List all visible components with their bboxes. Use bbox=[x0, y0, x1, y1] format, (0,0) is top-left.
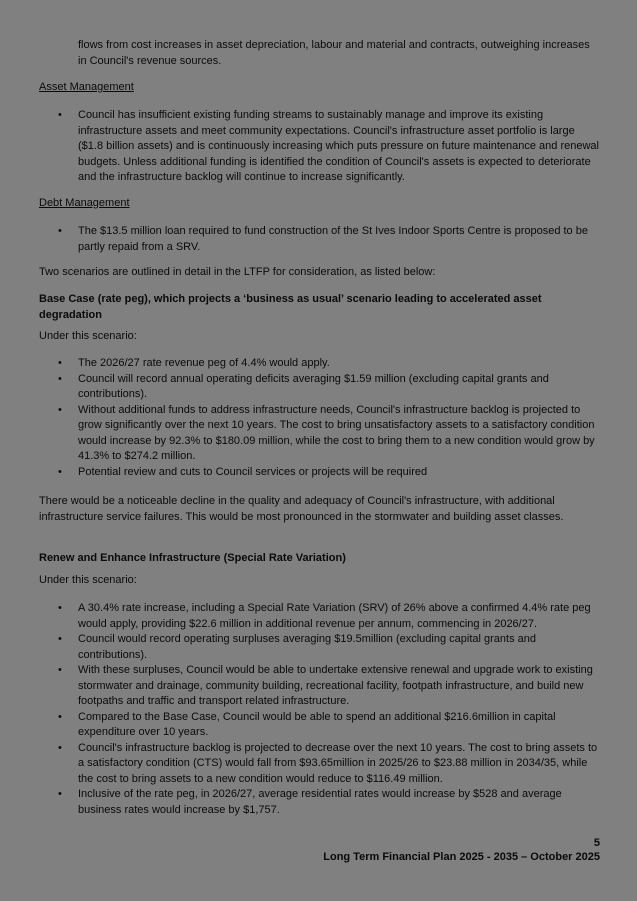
base-case-heading: Base Case (rate peg), which projects a ‘business as usual’ scenario leading to accelerated asset degradation bbox=[39, 293, 542, 321]
renew-case-lead: Under this scenario: bbox=[39, 574, 137, 586]
base-case-closing: There would be a noticeable decline in the quality and adequacy of Council's infrastructure, with additional infrastructure service failures. This would be most pronounced in the stormwater and building asset classes. bbox=[39, 495, 564, 523]
base-case-list bbox=[39, 356, 601, 480]
list-item: • Compared to the Base Case, Council would be able to spend an additional $216.6million in capital expenditure over 10 years. bbox=[39, 710, 601, 741]
renew-case-heading: Renew and Enhance Infrastructure (Special Rate Variation) bbox=[39, 552, 346, 564]
page-number: 5 bbox=[593, 837, 600, 849]
intro-continuation: flows from cost increases in asset depreciation, labour and material and contracts, outweighing increases in Council's revenue sources. bbox=[78, 39, 590, 67]
debt-management-heading: Debt Management bbox=[39, 197, 130, 209]
renew-case-list bbox=[39, 601, 601, 818]
list-item: • The $13.5 million loan required to fund construction of the St Ives Indoor Sports Centre is proposed to be partly repaid from a SRV. bbox=[39, 224, 601, 255]
list-item: • With these surpluses, Council would be able to undertake extensive renewal and upgrade work to existing stormwater and drainage, community building, recreational facility, footpath infrastructure, and build new footpaths and traffic and transport related infrastructure. bbox=[39, 663, 601, 710]
list-item: • Council's infrastructure backlog is projected to decrease over the next 10 years. The cost to bring assets to a satisfactory condition (CTS) would fall from $93.65million in 2025/26 to $23.88 million in 2034/35, while the cost to bring assets to a new condition would reduce to $116.49 million. bbox=[39, 741, 601, 788]
asset-management-list bbox=[39, 108, 601, 186]
scenarios-intro: Two scenarios are outlined in detail in the LTFP for consideration, as listed below: bbox=[39, 266, 436, 278]
list-item: • The 2026/27 rate revenue peg of 4.4% would apply. bbox=[39, 356, 601, 372]
list-item: • Council will record annual operating deficits averaging $1.59 million (excluding capital grants and contributions). bbox=[39, 372, 601, 403]
debt-management-list bbox=[39, 224, 601, 255]
list-item: • Inclusive of the rate peg, in 2026/27, average residential rates would increase by $528 and average business rates would increase by $1,757. bbox=[39, 787, 601, 818]
asset-management-heading: Asset Management bbox=[39, 81, 134, 93]
list-item: • Potential review and cuts to Council services or projects will be required bbox=[39, 465, 601, 481]
list-item: • Without additional funds to address infrastructure needs, Council's infrastructure backlog is projected to grow significantly over the next 10 years. The cost to bring unsatisfactory assets to a satisfactory condition would increase by 92.3% to $180.09 million, while the cost to bring them to a new condition would grow by 41.3% to $274.2 million. bbox=[39, 403, 601, 465]
list-item: • Council has insufficient existing funding streams to sustainably manage and improve its existing infrastructure assets and meet community expectations. Council's infrastructure asset portfolio is large ($1.8 billion assets) and is continuously increasing which puts pressure on future maintenance and renewal budgets. Unless additional funding is identified the condition of Council's assets is expected to deteriorate and the infrastructure backlog will continue to increase significantly. bbox=[39, 108, 601, 186]
footer-title: Long Term Financial Plan 2025 - 2035 – October 2025 bbox=[323, 851, 600, 863]
list-item: • Council would record operating surpluses averaging $19.5million (excluding capital grants and contributions). bbox=[39, 632, 601, 663]
list-item: • A 30.4% rate increase, including a Special Rate Variation (SRV) of 26% above a confirmed 4.4% rate peg would apply, providing $22.6 million in additional revenue per annum, commencing in 2026/27. bbox=[39, 601, 601, 632]
base-case-lead: Under this scenario: bbox=[39, 330, 137, 342]
